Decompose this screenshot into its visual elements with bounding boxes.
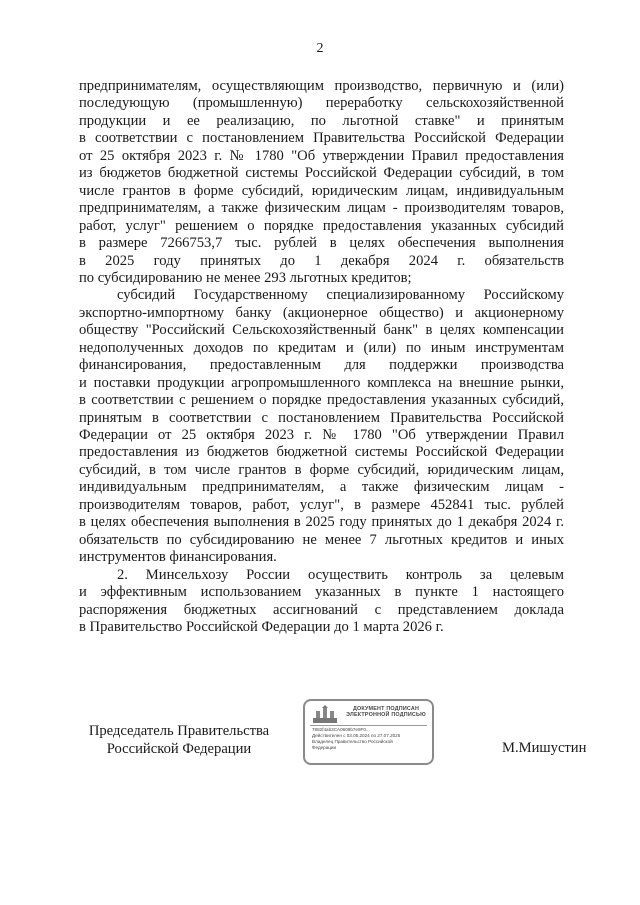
text-line: продукции и ее реализацию, по льготной ставке" и принятым [79,112,564,129]
text-line: в Правительство Российской Федерации до 1 марта 2026 г. [79,618,444,635]
text-line: обязательств по субсидированию не менее 7 льготных кредитов и иных [79,531,564,548]
stamp-serial: 7882f4ab3CA0609b7e9F0... [312,727,370,732]
text-line: недополученных доходов по кредитам и (или) по иным инструментам [79,339,564,356]
text-line: индивидуальным предпринимателям, а также физическим лицам - [79,479,564,496]
text-line: в соответствии с решением о порядке предоставления указанных субсидий, [79,392,564,409]
stamp-owner-line-2: Федерации [312,745,337,750]
signatory-name: М.Мишустин [502,740,587,756]
text-line: субсидий, в том числе грантов в форме субсидий, юридическим лицам, [79,461,564,478]
text-line: инструментов финансирования. [79,549,277,566]
text-line: Федерации от 25 октября 2023 г. № 1780 "Об утверждении Правил [79,427,564,443]
signatory-title-line-1: Председатель Правительства [88,723,270,739]
text-line: производителям товаров, работ, услуг", в размере 452841 тыс. рублей [79,496,564,513]
text-line: предоставления из бюджетов бюджетной системы Российской Федерации [79,444,564,461]
text-line: субсидий Государственному специализированному Российскому [117,287,564,304]
text-line: предпринимателям, а также физическим лицам - производителям товаров, [79,200,564,217]
stamp-title [341,706,431,718]
text-line: в 2025 году принятых до 1 декабря 2024 г. обязательств [79,252,564,269]
text-line: экспортно-импортному банку (акционерное общество) и акционерному [79,304,564,321]
text-line: в размере 7266753,7 тыс. рублей в целях обеспечения выполнения [79,235,564,252]
stamp-title-line-1: ДОКУМЕНТ ПОДПИСАН [352,706,420,712]
text-line: в соответствии с постановлением Правительства Российской Федерации [79,130,564,147]
stamp-info [312,727,430,751]
text-line: в целях обеспечения выполнения в 2025 году принятых до 1 декабря 2024 г. [79,514,564,531]
text-line: по субсидированию не менее 293 льготных кредитов; [79,269,412,286]
text-line: принятым в соответствии с постановлением Правительства Российской [79,409,564,426]
text-line: и эффективным использованием указанных в пункте 1 настоящего [79,584,564,601]
text-line: последующую (промышленную) переработку сельскохозяйственной [79,95,564,112]
text-line: числе грантов в форме субсидий, юридическим лицам, индивидуальным [79,182,564,199]
text-line: предпринимателям, осуществляющим производство, первичную и (или) [79,78,564,94]
text-line: и поставки продукции агропромышленного комплекса на внешние рынки, [79,374,564,391]
text-line: работ, услуг" решением о порядке предоставления указанных субсидий [79,217,564,234]
text-line: от 25 октября 2023 г. № 1780 "Об утверждении Правил предоставления [79,147,564,164]
stamp-validity: Действителен с 03.05.2024 по 27.07.2025 [312,733,401,738]
text-line: распоряжения бюджетных ассигнований с представлением доклада [79,601,564,618]
coat-of-arms-icon [312,705,338,724]
text-line: финансирования, предоставленным для поддержки производства [79,357,564,374]
signatory-title-line-2: Российской Федерации [106,741,252,757]
text-line: из бюджетов бюджетной системы Российской Федерации субсидий, в том [79,165,564,182]
stamp-divider [310,725,427,726]
electronic-signature-stamp [303,699,434,765]
page-number: 2 [316,41,324,56]
text-line: 2. Минсельхозу России осуществить контроль за целевым [117,566,564,583]
text-line: обществу "Российский Сельскохозяйственный банк" в целях компенсации [79,322,564,339]
stamp-title-line-2: ЭЛЕКТРОННОЙ ПОДПИСЬЮ [346,712,426,718]
signatory-title [79,722,279,758]
stamp-owner-line-1: Владелец Правительство Российской [312,739,393,744]
